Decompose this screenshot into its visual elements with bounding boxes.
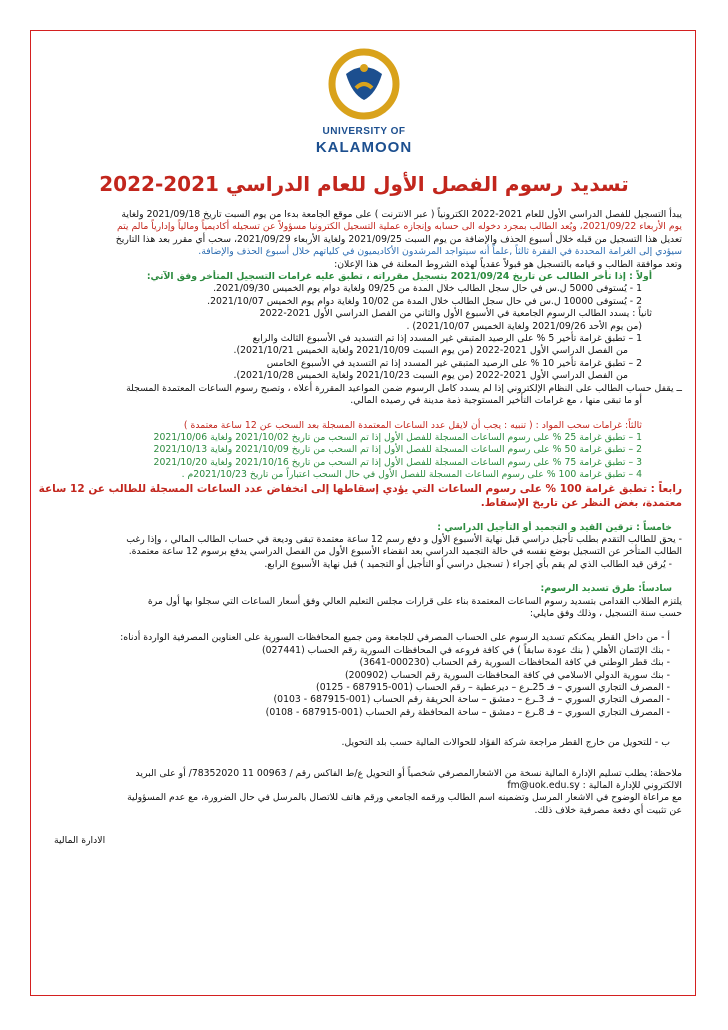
section-2-item-2b: من الفصل الدراسي الأول 2021-2022 (من يوم السبت 2021/10/23 ولغاية الخميس 2021/10/28).: [233, 370, 628, 382]
section-6b-line: ب - للتحويل من خارج القطر مراجعة شركة الفؤاد للحوالات المالية حسب بلد التحويل.: [341, 737, 670, 749]
section-1-item-2: 2 - يُستوفى 10000 ل.س في حال سجل الطالب خلال المدة من 10/02 ولغاية دوام يوم الخميس 2021/10/07.: [207, 295, 642, 307]
page-title: تسديد رسوم الفصل الأول للعام الدراسي 2021-2022: [99, 172, 629, 196]
section-6-line-1: يلتزم الطلاب القدامى بتسديد رسوم الساعات المعتمدة بناء على قرارات مجلس التعليم العالي وفق أسعار الساعات التي سجلوا بها أول مرة: [147, 595, 682, 607]
section-3-item-4: 4 – تطبق غرامة 100 % على رسوم الساعات المسجلة للفصل الأول في حال السحب اعتباراً من تاريخ 2021/10/23م .: [181, 469, 642, 481]
section-5-line-2: الطالب المتأخر عن التسجيل بوضع نفسه في حالة التجميد الدراسي بعد انقضاء الأسبوع الأول من الفصل الدراسي يدفع برسوم 12 ساعة معتمدة.: [128, 546, 682, 558]
section-2-lock-line-2: أو ما تبقى منها ، مع غرامات التأخير المستوجبة ذمة مدينة في رصيده المالي.: [350, 395, 642, 407]
note-line-4: عن تثبيت أي دفعة مصرفية خلاف ذلك.: [534, 804, 682, 816]
bank-line-4: - المصرف التجاري السوري – فـ 25ـرع – ديرعطية – رقم الحساب (001-687915 - 0125): [316, 682, 670, 693]
section-2-item-2a: 2 – تطبق غرامة تأخير 10 % على الرصيد المتبقي غير المسدد إذا تم التسديد في الأسبوع الخامس: [266, 357, 642, 369]
section-3-item-1: 1 – تطبق غرامة 25 % على رسوم الساعات المسجلة للفصل الأول إذا تم السحب من تاريخ 2021/10/02 ولغاية 2021/10/06: [153, 431, 642, 443]
section-4-line-1: رابعاً : تطبق غرامة 100 % على رسوم الساعات التي يؤدي إسقاطها إلى انخفاض عدد الساعات المسجلة للطالب عن 12 ساعة: [38, 482, 682, 495]
intro-line-2: يوم الأربعاء 2021/09/22، ويُعد الطالب بمجرد دخوله الى حسابه وإنجازه عملية التسجيل الكترونيا مسؤولاً عن تسجيله أكاديمياً ومالياً وإدارياً مالم يتم: [116, 221, 682, 233]
bank-line-2: - بنك قطر الوطني في كافة المحافظات السورية رقم الحساب (000230-3641): [359, 657, 670, 669]
section-2-lock-line-1: ــ يقفل حساب الطالب على النظام الإلكتروني إذا لم يسدد كامل الرسوم ضمن المواعيد المقررة أعلاه ، وتصبح رسوم الساعات المعتمدة المسجلة: [126, 382, 682, 394]
signature: الادارة المالية: [54, 835, 106, 847]
section-2-item-1b: من الفصل الدراسي الأول 2021-2022 (من يوم السبت 2021/10/09 ولغاية الخميس 2021/10/21).: [233, 345, 628, 357]
bank-line-1: - بنك الإئتمان الأهلي ( بنك عودة سابقاً ) في كافة فروعه في المحافظات السورية رقم الحساب (027441): [261, 644, 670, 656]
section-3-heading: ثالثاً: غرامات سحب المواد : ( تنبيه : يجب أن لايقل عدد الساعات المعتمدة المسجلة بعد السحب عن 12 ساعة معتمدة ): [183, 419, 642, 431]
note-line-3: مع مراعاة الوضوح في الاشعار المرسل وتضمينه اسم الطالب ورقمه الجامعي ورقم هاتف للاتصال بالمرسل في حال الضرورة، مع عدم المسؤولية: [127, 792, 682, 804]
section-3-item-2: 2 – تطبق غرامة 50 % على رسوم الساعات المسجلة للفصل الأول إذا تم السحب من تاريخ 2021/10/09 ولغاية 2021/10/13: [153, 444, 642, 456]
section-6a-heading: أ - من داخل القطر يمكنكم تسديد الرسوم على الحساب المصرفي للجامعة ومن جميع المحافظات السورية على العناوين المصرفية الواردة أدناه:: [120, 632, 670, 644]
note-line-1: ملاحظة: يطلب تسليم الإدارة المالية نسخة من الاشعارالمصرفي شخصياً أو التحويل ع/ط الفاكس رقم / 00963 11 78352020/ أو على البريد: [135, 767, 682, 779]
section-2-heading: ثانياً : يسدد الطالب الرسوم الجامعية في الأسبوع الأول والثاني من الفصل الدراسي الأول 2021-2022: [259, 308, 652, 320]
section-2-item-1a: 1 – تطبق غرامة تأخير 5 % على الرصيد المتبقي غير المسدد إذا تم التسديد في الأسبوع الثالث والرابع: [252, 333, 642, 345]
logo-kalamoon-text: KALAMOON: [315, 139, 413, 156]
logo-university-text: UNIVERSITY OF: [322, 126, 406, 137]
section-6-line-2: حسب سنة التسجيل ، وذلك وفق مايلي:: [529, 607, 682, 619]
section-6-heading: سادساً: طرق تسديد الرسوم:: [540, 583, 672, 595]
section-1-item-1: 1 - يُستوفى 5000 ل.س في حال سجل الطالب خلال المدة من 09/25 ولغاية دوام يوم الخميس 2021/09/30.: [213, 283, 642, 295]
bank-line-6: - المصرف التجاري السوري – فـ 8ـرع – دمشق – ساحة المحافظة رقم الحساب (001-687915 - 0108): [265, 706, 670, 718]
intro-line-4: سيؤدي إلى الغرامة المحددة في الفقرة ثالثاً ,علماً أنه سيتواجد المرشدون الأكاديميون في كلياتهم خلال أسبوع الحذف والإضافة.: [198, 246, 682, 258]
section-3-item-3: 3 – تطبق غرامة 75 % على رسوم الساعات المسجلة للفصل الأول إذا تم السحب من تاريخ 2021/10/16 ولغاية 2021/10/20: [153, 456, 642, 468]
section-1-heading: أولاً : إذا تأخر الطالب عن تاريخ 2021/09/24 بتسجيل مقرراته ، تطبق عليه غرامات التسجيل المتأخر وفق الآتي:: [146, 271, 652, 283]
bank-line-3: - بنك سورية الدولي الاسلامي في كافة المحافظات السورية رقم الحساب (200902): [345, 669, 670, 681]
note-line-2: الالكتروني للإدارة المالية : fm@uok.edu.sy: [507, 780, 682, 792]
intro-line-1: يبدأ التسجيل للفصل الدراسي الأول للعام 2021-2022 الكترونياً ( عبر الانترنت ) على موقع الجامعة بدءا من يوم السبت تاريخ 2021/09/18 ولغاية: [121, 209, 682, 220]
section-5-line-1: - يحق للطالب التقدم بطلب تأجيل دراسي قبل نهاية الأسبوع الأول و دفع رسم 12 ساعة معتمدة تبقى وديعة في حساب الطالب المالي ، وإذا رغب: [126, 533, 682, 545]
section-2-heading-dates: (من يوم الأحد 2021/09/26 ولغاية الخميس 2021/10/07) .: [406, 320, 642, 332]
bank-line-5: - المصرف التجاري السوري – فـ 3ـرع – دمشق – ساحة الحريقة رقم الحساب (001-687915 - 0103): [273, 694, 670, 706]
intro-line-5: وتعد موافقة الطالب و قيامه بالتسجيل هو قبولاً عقدياً لهذه الشروط المعلنة في هذا الإعلان:: [334, 258, 682, 270]
section-5-line-3: - يُرقن قيد الطالب الذي لم يقم بأي إجراء ( تسجيل دراسي أو التأجيل أو التجميد ) قبل نهاية الأسبوع الرابع.: [264, 558, 672, 570]
intro-line-3: تعديل هذا التسجيل من قبله خلال أسبوع الحذف والإضافة من يوم السبت 2021/09/25 ولغاية الأربعاء 2021/09/29، سحب أي مقرر بعد هذا التاريخ: [115, 233, 682, 245]
document-body: [38, 209, 682, 848]
section-4-line-2: معتمدة، بغض النظر عن تاريخ الإسقاط.: [480, 496, 682, 509]
section-5-heading: خامساً : ترقين القيد و التجميد أو التأجيل الدراسي :: [437, 521, 672, 533]
